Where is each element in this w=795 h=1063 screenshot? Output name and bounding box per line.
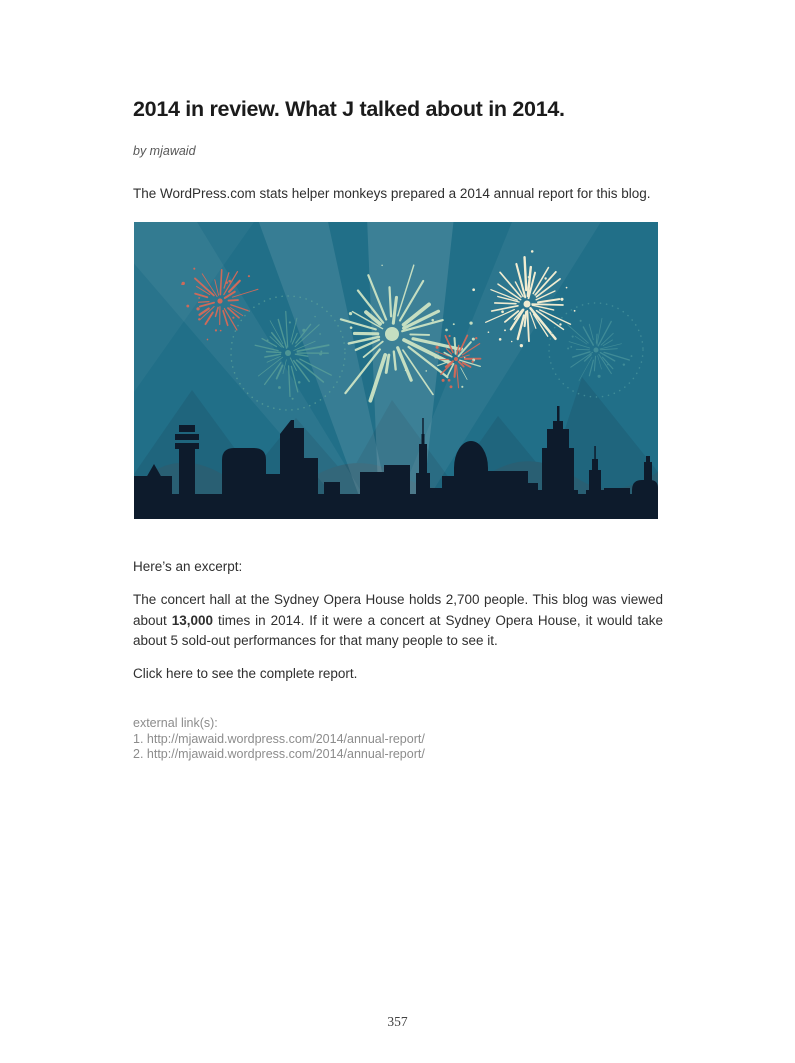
page-title: 2014 in review. What J talked about in 2014. — [133, 97, 565, 121]
excerpt-paragraph — [133, 590, 663, 652]
external-link-item: 2. http://mjawaid.wordpress.com/2014/annual-report/ — [133, 747, 425, 762]
external-links-heading: external link(s): — [133, 716, 218, 730]
excerpt-views-count: 13,000 — [171, 612, 214, 628]
external-links — [133, 716, 663, 763]
closing-line: Click here to see the complete report. — [133, 665, 358, 681]
fireworks-illustration — [134, 222, 658, 519]
excerpt-text-pre: The concert hall at the Sydney Opera House holds 2,700 people. This blog was viewed about — [133, 592, 663, 628]
byline: by mjawaid — [133, 144, 196, 158]
intro-paragraph: The WordPress.com stats helper monkeys prepared a 2014 annual report for this blog. — [133, 186, 651, 201]
external-link-item: 1. http://mjawaid.wordpress.com/2014/annual-report/ — [133, 731, 425, 746]
article-content — [133, 0, 663, 763]
excerpt-heading: Here’s an excerpt: — [133, 558, 243, 574]
excerpt-text-post: times in 2014. If it were a concert at Sydney Opera House, it would take about 5 sold-out performances for that many people to see it. — [133, 612, 663, 648]
page-number: 357 — [387, 1014, 408, 1029]
fireworks-illustration-svg — [134, 222, 658, 519]
